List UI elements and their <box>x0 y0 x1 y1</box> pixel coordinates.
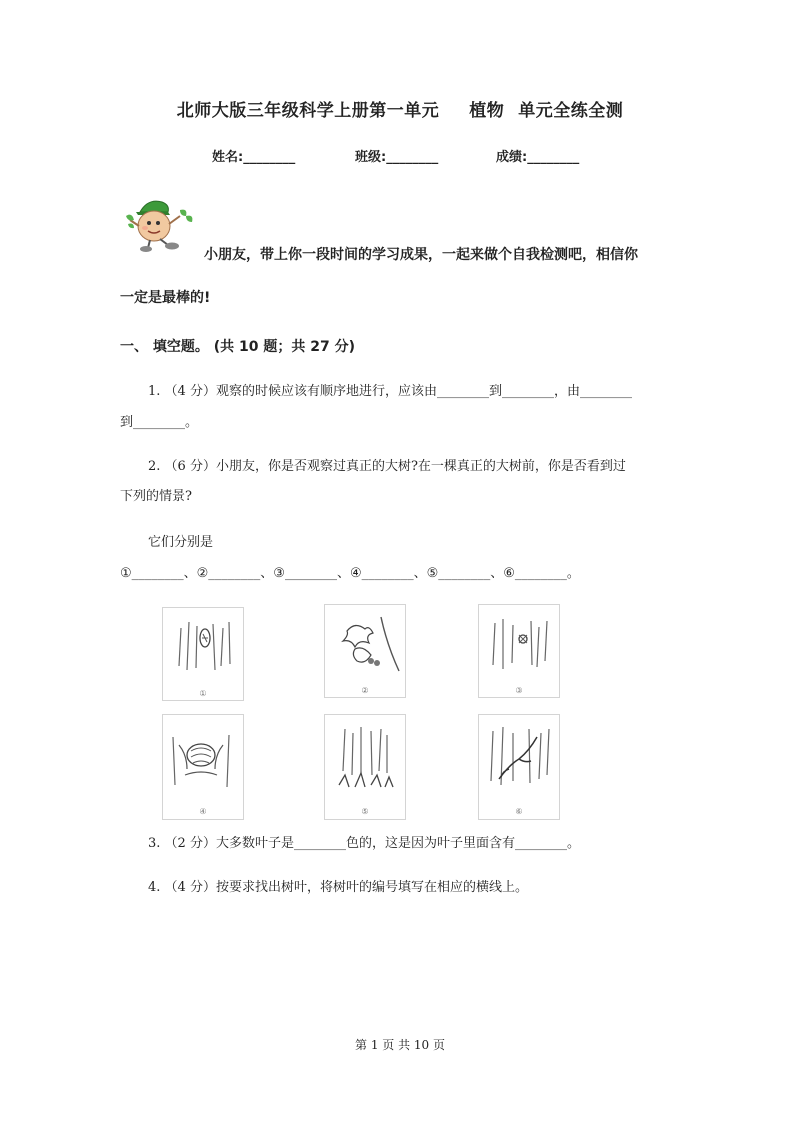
tree-image-6 <box>478 714 560 820</box>
tree-image-6-label: ⑥ <box>515 807 523 816</box>
question-3-text: 大多数叶子是________色的，这是因为叶子里面含有________。 <box>215 836 580 851</box>
tree-image-1 <box>162 607 244 701</box>
question-2-text: 小朋友，你是否观察过真正的大树?在一棵真正的大树前，你是否看到过 <box>215 459 626 474</box>
page-title <box>0 96 800 121</box>
question-2-line-2: 下列的情景? <box>120 489 192 504</box>
question-1-number: 1. <box>148 384 161 399</box>
tree-image-4-label: ④ <box>199 807 207 816</box>
question-2-number: 2. <box>148 459 161 474</box>
tree-image-1-label: ① <box>199 689 207 698</box>
mascot-image <box>124 196 196 254</box>
class-field-label: 班级:________ <box>355 150 439 165</box>
section-heading-fill-in: 一、 填空题。 (共 10 题；共 27 分) <box>120 339 356 355</box>
question-4-line-1 <box>148 878 528 898</box>
intro-line-1: 小朋友，带上你一段时间的学习成果，一起来做个自我检测吧，相信你 <box>204 247 638 263</box>
question-1-points: （4 分） <box>164 384 216 399</box>
question-1-line-2: 到________。 <box>120 415 199 430</box>
title-part-1: 北师大版三年级科学上册第一单元 <box>176 101 440 121</box>
tree-image-2 <box>324 604 406 698</box>
name-field-label: 姓名:________ <box>212 150 296 165</box>
question-2-answer-line: ①________、②________、③________、④________、⑤________、⑥________。 <box>120 566 580 581</box>
question-2-line-1 <box>148 457 626 477</box>
question-3-number: 3. <box>148 836 161 851</box>
question-1-text: 观察的时候应该有顺序地进行，应该由________到________，由________ <box>215 384 632 399</box>
title-part-3: 单元全练全测 <box>518 101 624 121</box>
tree-image-2-label: ② <box>361 686 369 695</box>
question-2-points: （6 分） <box>164 459 216 474</box>
question-4-points: （4 分） <box>164 880 216 895</box>
score-field-label: 成绩:________ <box>496 150 580 165</box>
tree-image-3 <box>478 604 560 698</box>
tree-image-3-label: ③ <box>515 686 523 695</box>
tree-image-5 <box>324 714 406 820</box>
tree-image-5-label: ⑤ <box>361 807 369 816</box>
intro-line-2: 一定是最棒的! <box>120 290 211 306</box>
question-4-number: 4. <box>148 880 161 895</box>
question-3-line-1 <box>148 834 580 854</box>
tree-image-4 <box>162 714 244 820</box>
question-2-line-3: 它们分别是 <box>148 535 214 550</box>
question-3-points: （2 分） <box>164 836 216 851</box>
title-part-2: 植物 <box>469 101 505 121</box>
page-number-footer: 第 1 页 共 10 页 <box>355 1038 445 1052</box>
question-4-text: 按要求找出树叶，将树叶的编号填写在相应的横线上。 <box>215 880 528 895</box>
question-1-line-1 <box>148 382 632 402</box>
